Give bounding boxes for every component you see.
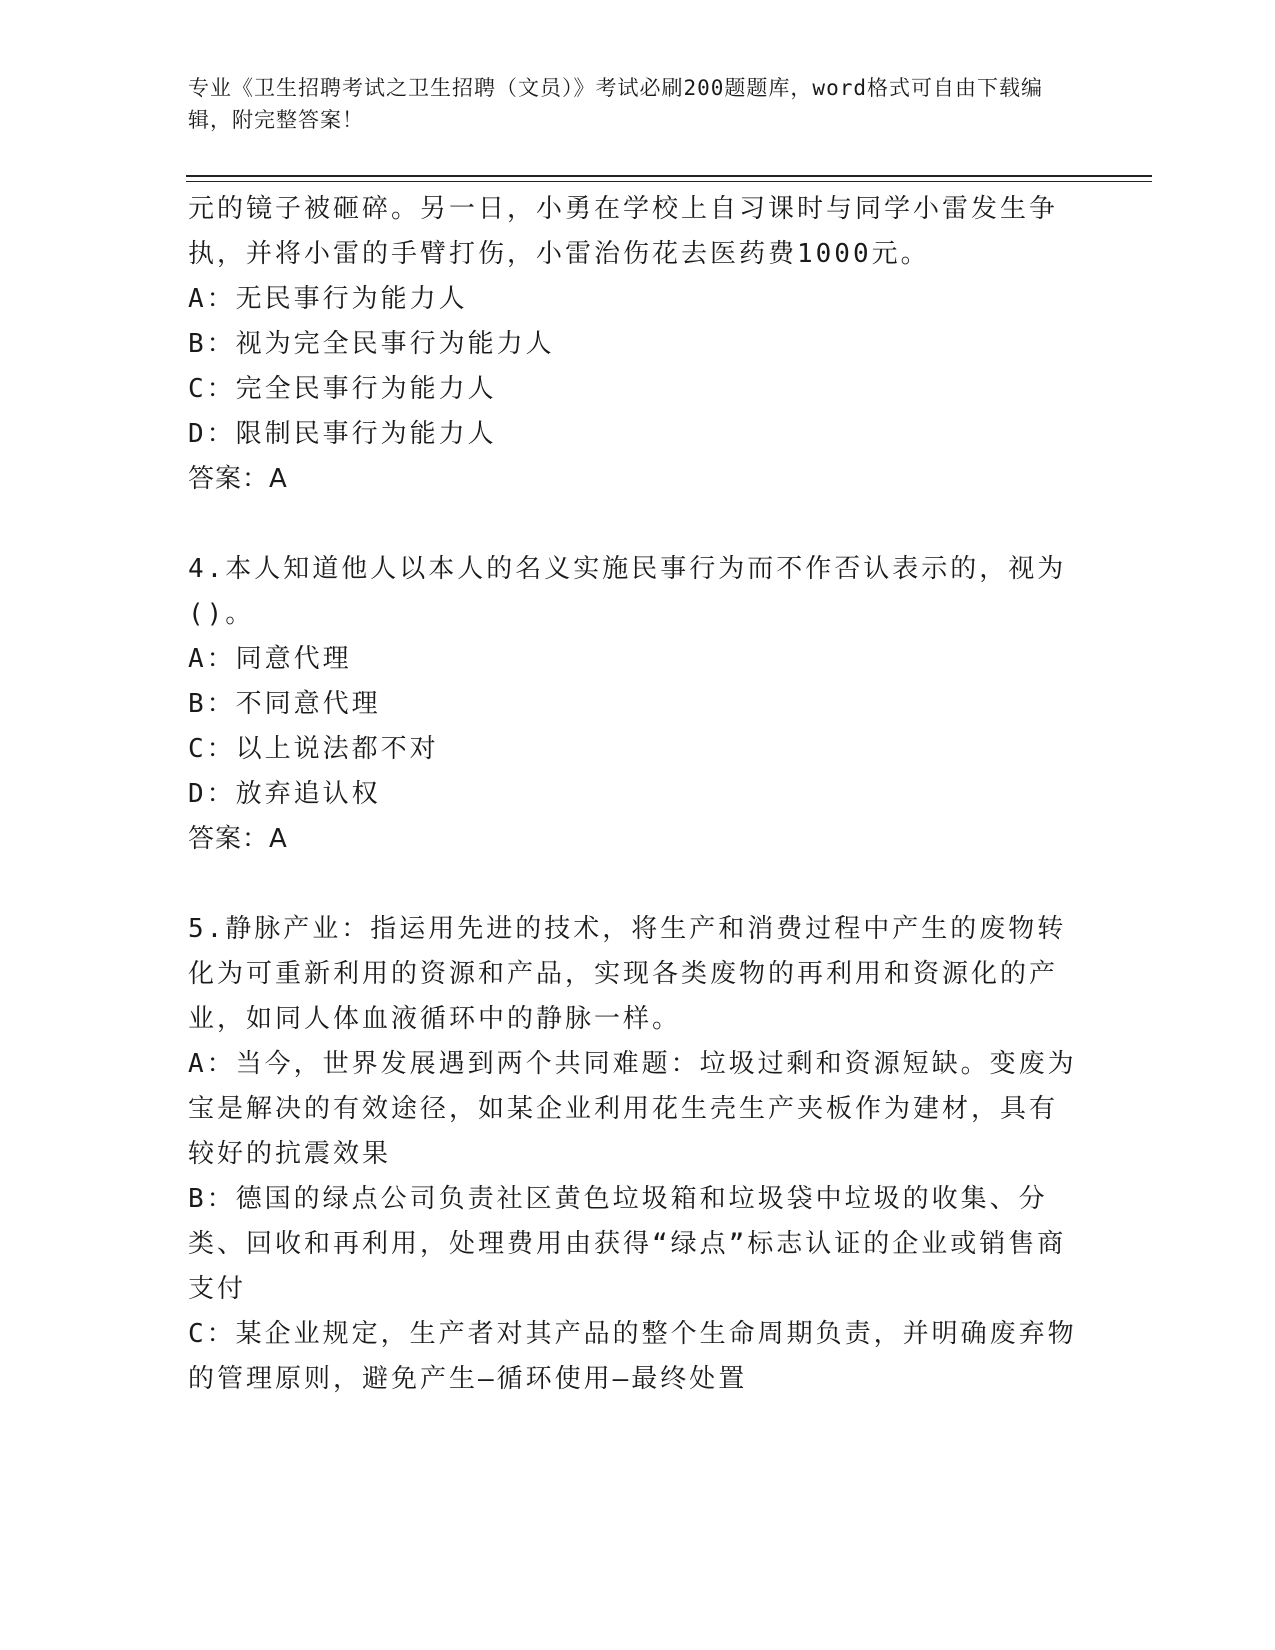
option-b: B：德国的绿点公司负责社区黄色垃圾箱和垃圾袋中垃圾的收集、分类、回收和再利用，处理费用由获得“绿点”标志认证的企业或销售商支付 [188, 1184, 1067, 1304]
header-divider-thin [186, 181, 1152, 182]
question-3 [188, 187, 1078, 502]
option-d: D：放弃追认权 [188, 779, 381, 809]
question-5 [188, 907, 1078, 1402]
option-a: A：当今，世界发展遇到两个共同难题：垃圾过剩和资源短缺。变废为宝是解决的有效途径，如某企业利用花生壳生产夹板作为建材，具有较好的抗震效果 [188, 1049, 1077, 1169]
option-c: C：以上说法都不对 [188, 734, 439, 764]
option-b: B：不同意代理 [188, 689, 381, 719]
answer-line: 答案：A [188, 824, 288, 854]
answer-line: 答案：A [188, 464, 288, 494]
header-divider-thick [186, 175, 1152, 177]
question-stem: 4.本人知道他人以本人的名义实施民事行为而不作否认表示的，视为()。 [188, 554, 1067, 629]
question-stem: 元的镜子被砸碎。另一日，小勇在学校上自习课时与同学小雷发生争执，并将小雷的手臂打伤，小雷治伤花去医药费1000元。 [188, 194, 1059, 269]
question-4 [188, 547, 1078, 862]
option-a: A：无民事行为能力人 [188, 284, 468, 314]
question-stem: 5.静脉产业：指运用先进的技术，将生产和消费过程中产生的废物转化为可重新利用的资源和产品，实现各类废物的再利用和资源化的产业，如同人体血液循环中的静脉一样。 [188, 914, 1067, 1034]
option-c: C：某企业规定，生产者对其产品的整个生命周期负责，并明确废弃物的管理原则，避免产生—循环使用—最终处置 [188, 1319, 1077, 1394]
page-header: 专业《卫生招聘考试之卫生招聘（文员）》考试必刷200题题库，word格式可自由下载编辑，附完整答案！ [188, 76, 1043, 132]
option-b: B：视为完全民事行为能力人 [188, 329, 555, 359]
question-content [188, 187, 1078, 1402]
option-c: C：完全民事行为能力人 [188, 374, 497, 404]
option-a: A：同意代理 [188, 644, 352, 674]
option-d: D：限制民事行为能力人 [188, 419, 497, 449]
